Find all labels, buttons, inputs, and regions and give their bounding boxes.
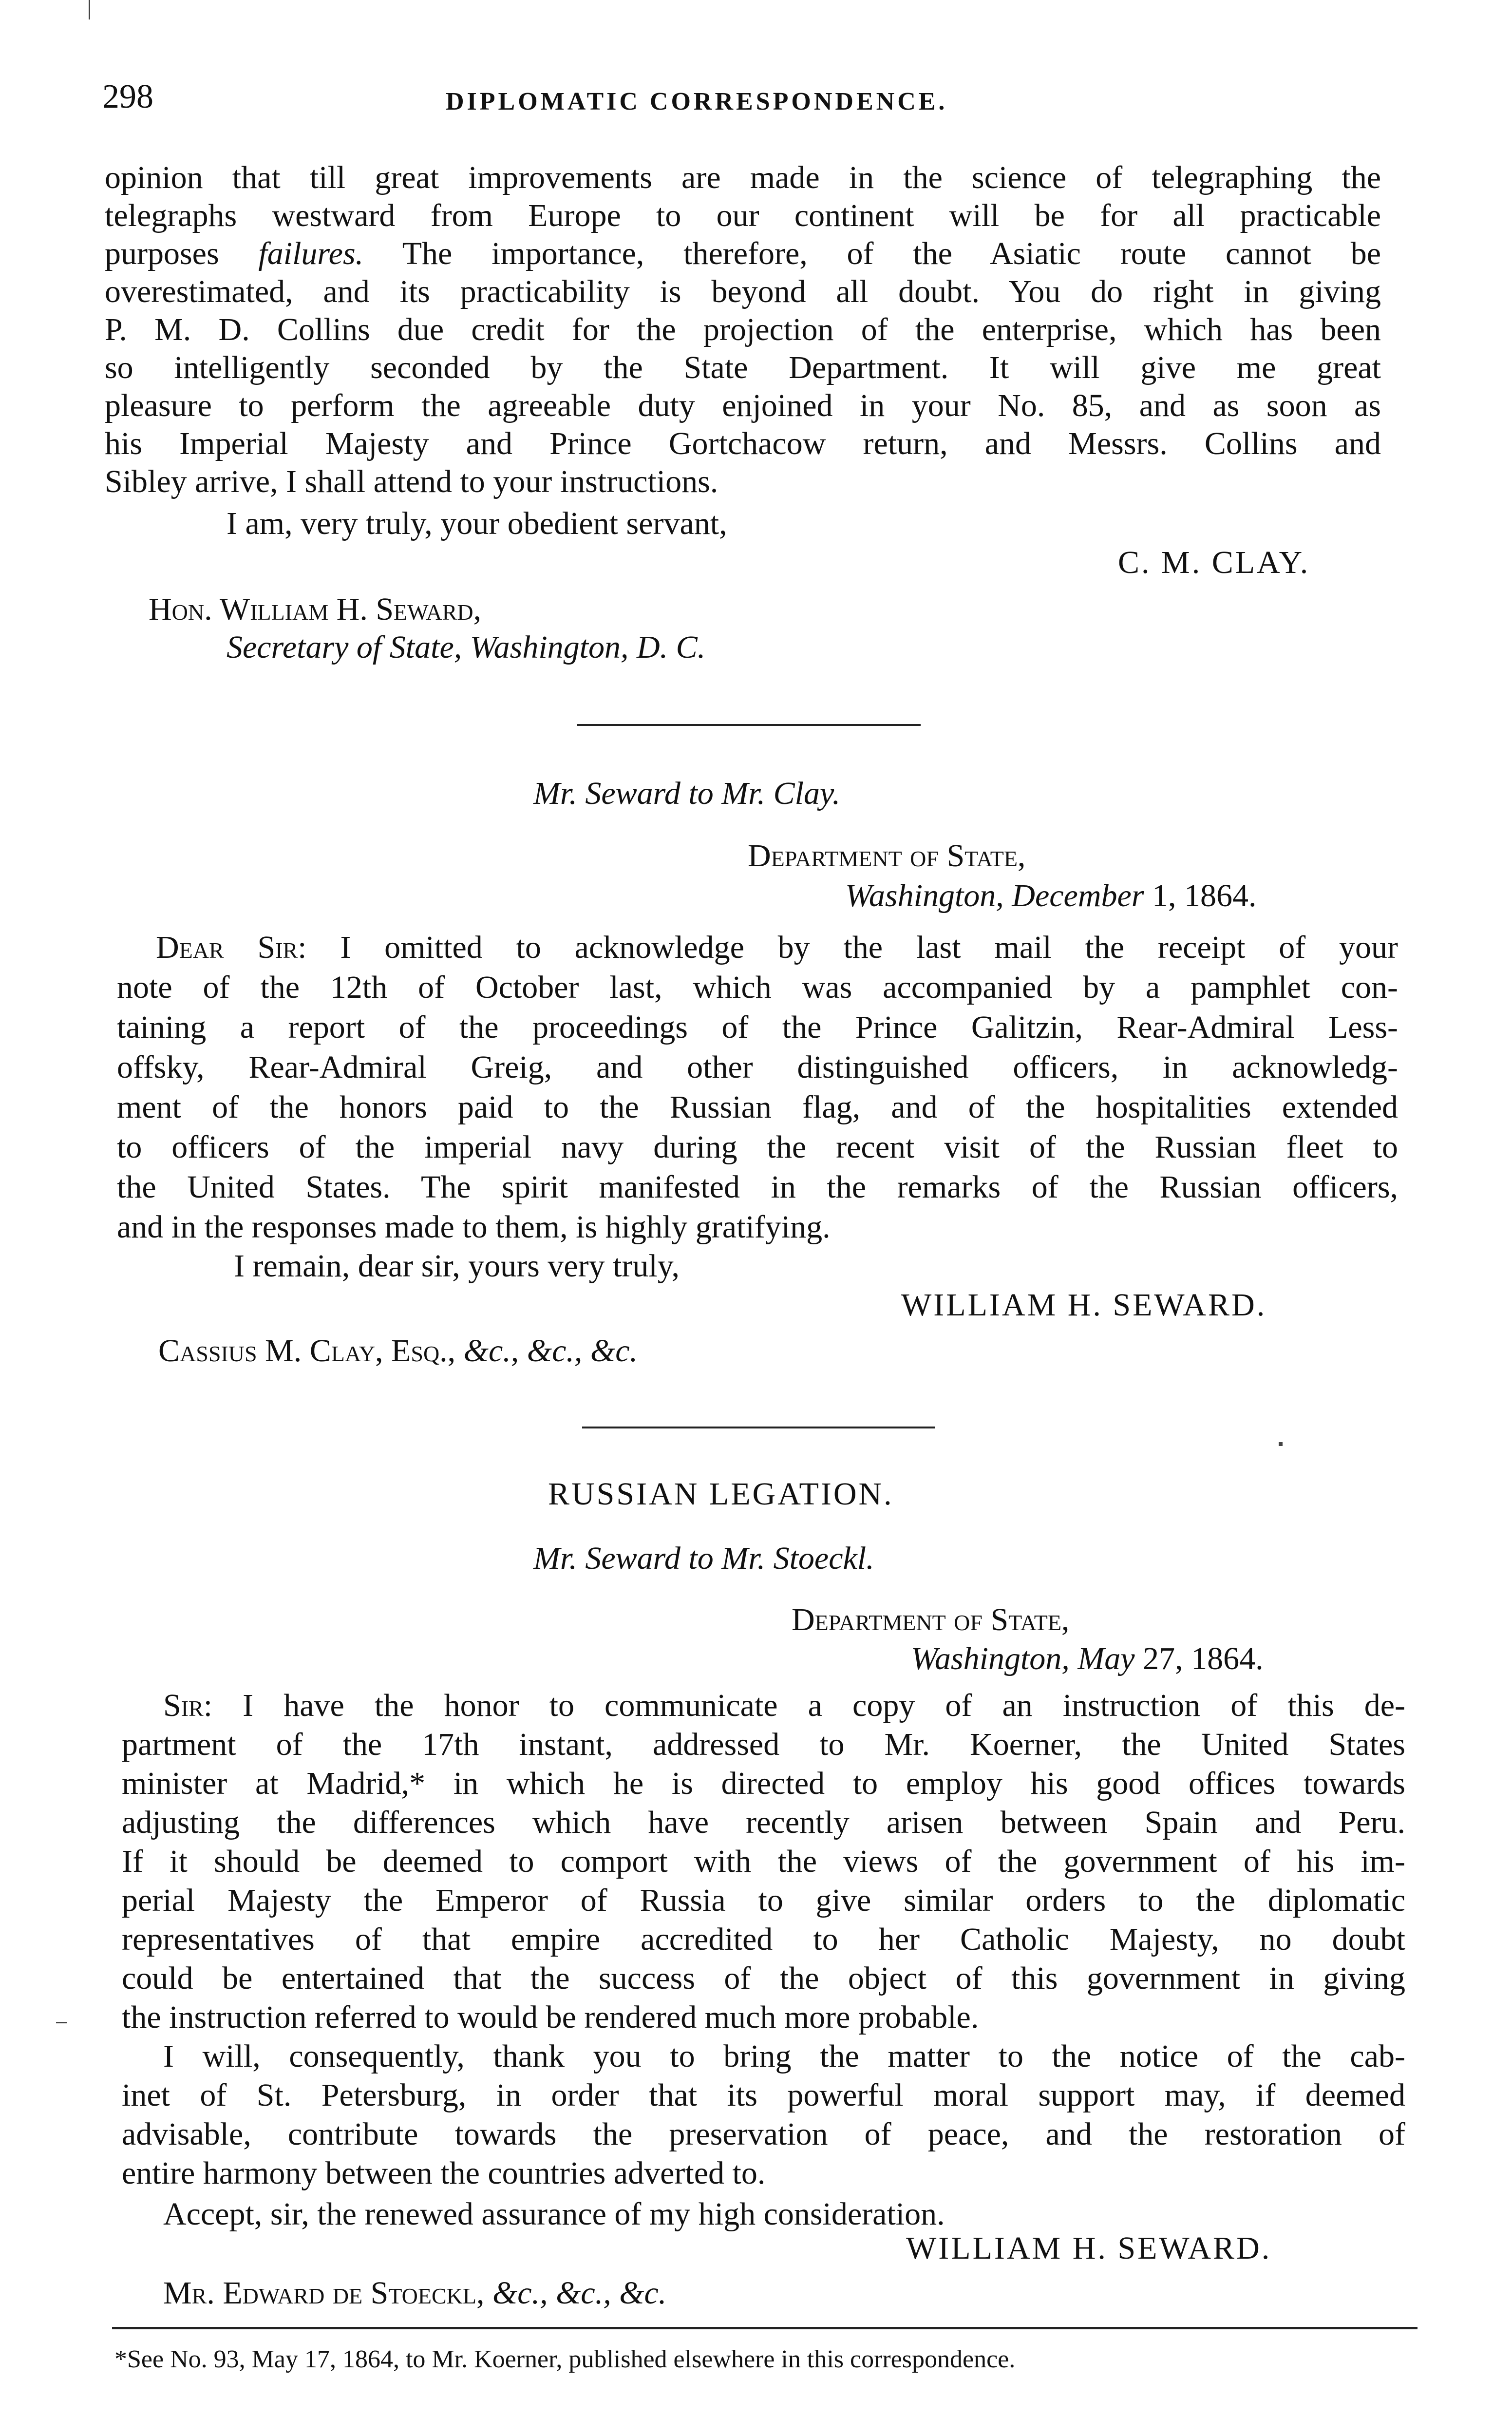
letter3-line-1 [163,1687,1405,1725]
letter2-heading: Mr. Seward to Mr. Clay. [533,776,841,811]
letter1-line-4: overestimated, and its practicability is beyond all doubt. You do right in giving [105,274,1381,309]
text-fragment: I omitted to acknowledge by the last mail the receipt of your [306,930,1398,965]
letter1-line-1: opinion that till great improvements are made in the science of telegraphing the [105,160,1381,195]
letter2-line-8: and in the responses made to them, is highly gratifying. [117,1209,831,1245]
letter1-line-2: telegraphs westward from Europe to our continent will be for all practicable [105,198,1381,233]
letter2-line-6: to officers of the imperial navy during the recent visit of the Russian fleet to [117,1129,1398,1165]
letter2-line-2: note of the 12th of October last, which was accompanied by a pamphlet con- [117,970,1398,1005]
letter3-heading: Mr. Seward to Mr. Stoeckl. [533,1541,874,1576]
text-fragment: I have the honor to communicate a copy of an instruction of this de- [212,1688,1405,1723]
letter2-line-7: the United States. The spirit manifested in the remarks of the Russian officers, [117,1169,1398,1205]
letter2-line-4: offsky, Rear-Admiral Greig, and other distinguished officers, in acknowledg- [117,1049,1398,1085]
letter3-line-12: advisable, contribute towards the preservation of peace, and the restoration of [122,2116,1405,2152]
print-speck [1279,1442,1283,1446]
letter3-line-2: partment of the 17th instant, addressed to Mr. Koerner, the United States [122,1727,1405,1762]
text-fragment: The importance, therefore, of the Asiatic route cannot be [363,236,1381,271]
letter3-line-9: the instruction referred to would be rendered much more probable. [122,1999,979,2035]
letter1-addressee: Hon. William H. Seward, [149,591,482,627]
letter3-dateline [911,1640,1264,1678]
page-number: 298 [102,78,153,115]
letter3-line-10: I will, consequently, thank you to bring the matter to the notice of the cab- [163,2038,1405,2074]
dateline-date: 27, 1864. [1134,1641,1264,1676]
letter2-line-1 [156,929,1398,967]
letter2-closing: I remain, dear sir, yours very truly, [234,1248,680,1284]
addressee-etc: &c., &c., &c. [492,2275,667,2311]
footnote: *See No. 93, May 17, 1864, to Mr. Koerner, published elsewhere in this correspondence. [114,2345,1016,2373]
addressee-etc: &c., &c., &c. [463,1333,638,1369]
section-title: RUSSIAN LEGATION. [548,1476,894,1512]
emphasis-failures: failures. [258,236,364,271]
letter3-closing: Accept, sir, the renewed assurance of my high consideration. [163,2196,945,2232]
letter3-line-13: entire harmony between the countries adverted to. [122,2155,766,2191]
letter1-line-3 [105,235,1381,273]
letter2-line-3: taining a report of the proceedings of the Prince Galitzin, Rear-Admiral Less- [117,1009,1398,1045]
letter3-line-7: representatives of that empire accredited to her Catholic Majesty, no doubt [122,1922,1405,1957]
letter3-addressee [163,2274,666,2312]
dateline-place: Washington, May [911,1641,1135,1676]
salutation: Dear Sir: [156,930,307,965]
letter1-addressee-title: Secretary of State, Washington, D. C. [227,629,706,665]
dateline-date: 1, 1864. [1144,878,1257,914]
print-speck [56,2022,67,2023]
letter3-line-5: If it should be deemed to comport with the views of the government of his im- [122,1844,1405,1879]
letter2-addressee [158,1332,638,1370]
section-divider [582,1427,935,1428]
letter3-signature: WILLIAM H. SEWARD. [906,2230,1272,2266]
letter1-line-9: Sibley arrive, I shall attend to your instructions. [105,464,718,499]
letter3-line-6: perial Majesty the Emperor of Russia to give similar orders to the diplomatic [122,1883,1405,1918]
letter1-line-6: so intelligently seconded by the State Department. It will give me great [105,350,1381,385]
letter1-line-7: pleasure to perform the agreeable duty enjoined in your No. 85, and as soon as [105,388,1381,423]
letter3-line-8: could be entertained that the success of the object of this government in giving [122,1960,1405,1996]
letter1-line-8: his Imperial Majesty and Prince Gortchacow return, and Messrs. Collins and [105,426,1381,461]
dateline-place: Washington, December [845,878,1144,914]
addressee-name: Cassius M. Clay, Esq., [158,1333,464,1369]
letter2-line-5: ment of the honors paid to the Russian flag, and of the hospitalities extended [117,1089,1398,1125]
letter2-signature: WILLIAM H. SEWARD. [901,1287,1267,1323]
footnote-rule [112,2327,1418,2329]
print-speck [89,0,90,19]
letter3-line-3: minister at Madrid,* in which he is directed to employ his good offices towards [122,1766,1405,1801]
letter1-line-5: P. M. D. Collins due credit for the projection of the enterprise, which has been [105,312,1381,347]
text-fragment: purposes [105,236,219,271]
letter1-closing: I am, very truly, your obedient servant, [227,506,727,541]
letter2-dateline-dept: Department of State, [748,838,1026,874]
letter3-dateline-dept: Department of State, [792,1602,1070,1637]
letter2-dateline [845,877,1256,915]
section-divider [577,724,921,726]
salutation: Sir: [163,1688,213,1723]
letter1-signature: C. M. CLAY. [1118,545,1310,580]
letter3-line-11: inet of St. Petersburg, in order that its powerful moral support may, if deemed [122,2077,1405,2113]
running-title: DIPLOMATIC CORRESPONDENCE. [446,88,948,115]
letter3-line-4: adjusting the differences which have recently arisen between Spain and Peru. [122,1805,1405,1840]
addressee-name: Mr. Edward de Stoeckl, [163,2275,492,2311]
